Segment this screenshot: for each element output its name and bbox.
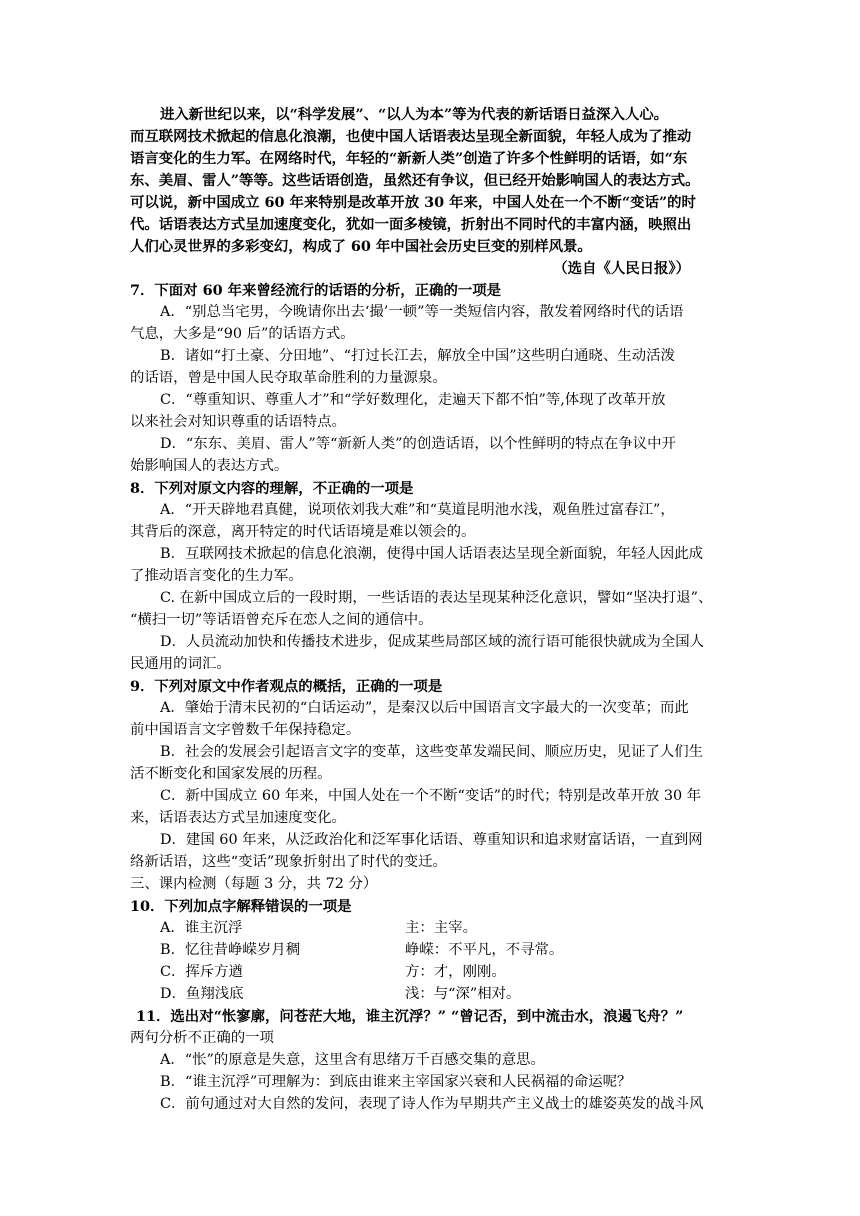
q8-option-d: D．人员流动加快和传播技术进步，促成某些局部区域的流行语可能很快就成为全国人 xyxy=(160,634,704,650)
q7-option-d-cont: 始影响国人的表达方式。 xyxy=(130,458,289,474)
passage-line: 东、美眉、雷人”等等。这些话语创造，虽然还有争议，但已经开始影响国人的表达方式。 xyxy=(130,172,700,189)
passage-line: 语言变化的生力军。在网络时代，年轻的“新新人类”创造了许多个性鲜明的话语，如“东 xyxy=(130,150,688,167)
q8-option-b-cont: 了推动语言变化的生力军。 xyxy=(130,568,303,584)
question-11-stem: 11．选出对“怅寥廓，问苍茫大地，谁主沉浮？” “曾记否，到中流击水，浪遏飞舟？” xyxy=(136,1008,684,1025)
q10-option-a-gloss: 主：主宰。 xyxy=(405,920,477,936)
q11-option-b: B．“谁主沉浮”可理解为：到底由谁来主宰国家兴衰和人民祸福的命运呢？ xyxy=(160,1074,632,1090)
passage-line: 而互联网技术掀起的信息化浪潮，也使中国人话语表达呈现全新面貌，年轻人成为了推动 xyxy=(130,128,692,145)
q8-option-c-cont: “横扫一切”等话语曾充斥在恋人之间的通信中。 xyxy=(130,612,433,628)
section-heading: 三、课内检测（每题 3 分，共 72 分） xyxy=(130,876,378,892)
q10-option-b-gloss: 峥嵘：不平凡，不寻常。 xyxy=(405,942,564,958)
q7-option-d: D．“东东、美眉、雷人”等“新新人类”的创造话语，以个性鲜明的特点在争议中开 xyxy=(160,436,676,452)
q9-option-b-cont: 活不断变化和国家发展的历程。 xyxy=(130,766,332,782)
q7-option-a: A．“别总当宅男，今晚请你出去‘撮’一顿”等一类短信内容，散发着网络时代的话语 xyxy=(160,304,684,320)
q9-option-c: C．新中国成立 60 年来，中国人处在一个不断“变话”的时代；特别是改革开放 30 年 xyxy=(160,788,702,804)
q10-option-c: C．挥斥方遒 xyxy=(160,964,243,980)
q8-option-c: C. 在新中国成立后的一段时期，一些话语的表达呈现某种泛化意识，譬如“坚决打退”、 xyxy=(160,590,713,606)
q8-option-a: A．“开天辟地君真健，说项依刘我大难”和“莫道昆明池水浅，观鱼胜过富春江”， xyxy=(160,502,675,518)
question-10-stem: 10．下列加点字解释错误的一项是 xyxy=(130,898,352,915)
q7-option-b: B．诸如“打土豪、分田地”、“打过长江去，解放全中国”这些明白通晓、生动活泼 xyxy=(160,348,675,364)
q11-option-a: A．“怅”的原意是失意，这里含有思绪万千百感交集的意思。 xyxy=(160,1052,545,1068)
q9-option-d-cont: 络新话语，这些“变话”现象折射出了时代的变迁。 xyxy=(130,854,447,870)
q7-option-b-cont: 的话语，曾是中国人民夺取革命胜利的力量源泉。 xyxy=(130,370,447,386)
q7-option-a-cont: 气息，大多是“90 后”的话语方式。 xyxy=(130,326,355,342)
q8-option-b: B．互联网技术掀起的信息化浪潮，使得中国人话语表达呈现全新面貌，年轻人因此成 xyxy=(160,546,704,562)
question-11-stem-cont: 两句分析不正确的一项 xyxy=(130,1030,274,1046)
q10-option-a: A．谁主沉浮 xyxy=(160,920,243,936)
passage-line: 进入新世纪以来，以“科学发展”、“以人为本”等为代表的新话语日益深入人心。 xyxy=(160,106,669,123)
q9-option-d: D．建国 60 年来，从泛政治化和泛军事化话语、尊重知识和追求财富话语，一直到网 xyxy=(160,832,703,848)
passage-line: 可以说，新中国成立 60 年来特别是改革开放 30 年来，中国人处在一个不断“变话”的时 xyxy=(130,194,696,211)
passage-source: （选自《人民日报》） xyxy=(553,260,690,277)
q7-option-c: C．“尊重知识、尊重人才”和“学好数理化，走遍天下都不怕”等,体现了改革开放 xyxy=(160,392,666,408)
q9-option-b: B．社会的发展会引起语言文字的变革，这些变革发端民间、顺应历史，见证了人们生 xyxy=(160,744,704,760)
q10-option-b: B．忆往昔峥嵘岁月稠 xyxy=(160,942,301,958)
q7-option-c-cont: 以来社会对知识尊重的话语特点。 xyxy=(130,414,346,430)
question-7-stem: 7．下面对 60 年来曾经流行的话语的分析，正确的一项是 xyxy=(130,282,502,299)
q10-option-d-gloss: 浅：与“深”相对。 xyxy=(405,986,521,1002)
q9-option-c-cont: 来，话语表达方式呈加速度变化。 xyxy=(130,810,346,826)
passage-line: 人们心灵世界的多彩变幻，构成了 60 年中国社会历史巨变的别样风景。 xyxy=(130,238,592,255)
question-8-stem: 8．下列对原文内容的理解，不正确的一项是 xyxy=(130,480,414,497)
passage-line: 代。话语表达方式呈加速度变化，犹如一面多棱镜，折射出不同时代的丰富内涵，映照出 xyxy=(130,216,692,233)
q9-option-a: A．肇始于清末民初的“白话运动”，是秦汉以后中国语言文字最大的一次变革；而此 xyxy=(160,700,689,716)
q9-option-a-cont: 前中国语言文字曾数千年保持稳定。 xyxy=(130,722,361,738)
q8-option-a-cont: 其背后的深意，离开特定的时代话语境是难以领会的。 xyxy=(130,524,476,540)
q10-option-d: D．鱼翔浅底 xyxy=(160,986,244,1002)
q10-option-c-gloss: 方：才，刚刚。 xyxy=(405,964,506,980)
question-9-stem: 9．下列对原文中作者观点的概括，正确的一项是 xyxy=(130,678,443,695)
q11-option-c: C．前句通过对大自然的发问，表现了诗人作为早期共产主义战士的雄姿英发的战斗风 xyxy=(160,1096,704,1112)
q8-option-d-cont: 民通用的词汇。 xyxy=(130,656,231,672)
